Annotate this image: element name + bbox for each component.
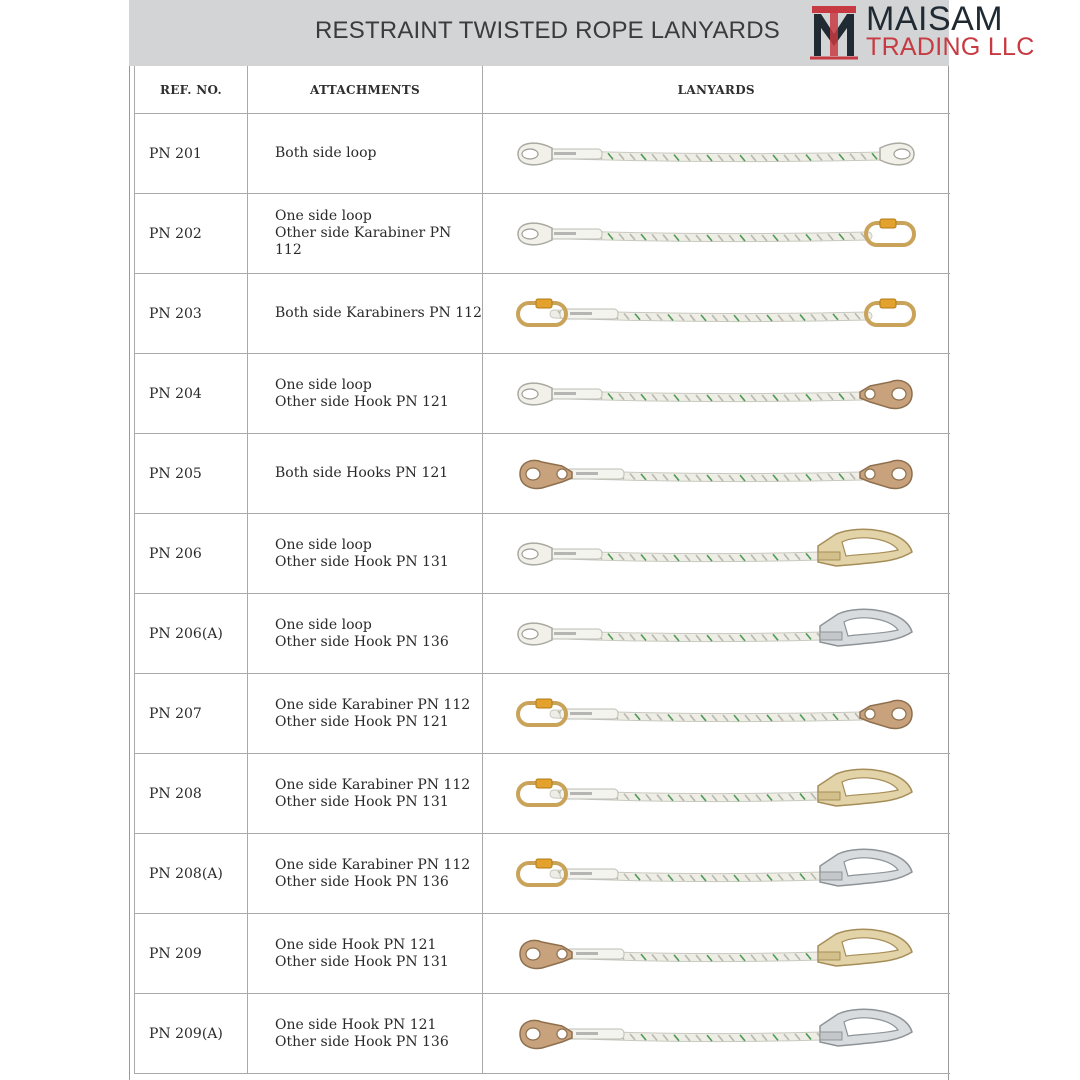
attachment-line-2: Other side Hook PN 136 — [275, 873, 449, 890]
lanyard-image-cell — [483, 834, 950, 914]
attachments-cell — [248, 674, 483, 754]
attachment-line-1: One side loop — [275, 616, 372, 633]
lanyard-illustration — [506, 202, 926, 266]
table-row — [135, 594, 950, 674]
lanyard-image-cell — [483, 594, 950, 674]
rope-loop-icon — [518, 223, 552, 245]
lanyard-illustration — [506, 762, 926, 826]
rope-loop-icon — [518, 383, 552, 405]
table-row — [135, 274, 950, 354]
snap-hook-121-icon — [520, 940, 572, 968]
karabiner-icon — [866, 299, 914, 325]
table-row — [135, 994, 950, 1074]
ref-number: PN 208(A) — [135, 834, 248, 914]
lanyard-image-cell — [483, 274, 950, 354]
lanyard-image-cell — [483, 194, 950, 274]
attachments-cell — [248, 834, 483, 914]
snap-hook-121-icon — [520, 460, 572, 488]
table-row — [135, 194, 950, 274]
attachments-cell — [248, 514, 483, 594]
ref-number: PN 208 — [135, 754, 248, 834]
attachments-cell — [248, 914, 483, 994]
attachment-line-1: One side loop — [275, 208, 372, 224]
lanyard-illustration — [506, 842, 926, 906]
snap-hook-121-icon — [860, 380, 912, 408]
attachments-cell — [248, 754, 483, 834]
attachment-line-2: Other side Hook PN 121 — [275, 713, 449, 730]
logo-name: MAISAM — [866, 0, 1004, 38]
attachments-cell — [248, 114, 483, 194]
lanyard-image-cell — [483, 754, 950, 834]
attachments-cell — [248, 354, 483, 434]
rope-loop-icon — [518, 143, 552, 165]
attachment-line-1: One side Karabiner PN 112 — [275, 776, 471, 793]
scaffold-hook-136-icon — [820, 849, 912, 886]
ref-number: PN 209 — [135, 914, 248, 994]
attachment-line-1: One side loop — [275, 536, 372, 553]
lanyard-image-cell — [483, 994, 950, 1074]
table-row — [135, 434, 950, 514]
karabiner-icon — [866, 219, 914, 245]
logo-subtitle: TRADING LLC — [866, 33, 1035, 61]
attachment-line-1: One side Hook PN 121 — [275, 936, 437, 953]
lanyard-illustration — [506, 682, 926, 746]
scaffold-hook-136-icon — [820, 1009, 912, 1046]
snap-hook-121-icon — [520, 1020, 572, 1048]
ref-number: PN 202 — [135, 194, 248, 274]
attachment-line-1: Both side loop — [275, 145, 377, 161]
column-header-attachments: ATTACHMENTS — [248, 66, 483, 114]
attachments-cell — [248, 274, 483, 354]
attachments-cell — [248, 594, 483, 674]
attachments-cell — [248, 994, 483, 1074]
lanyard-illustration — [506, 122, 926, 186]
lanyard-image-cell — [483, 674, 950, 754]
rope-loop-icon — [518, 623, 552, 645]
ref-number: PN 203 — [135, 274, 248, 354]
ref-number: PN 209(A) — [135, 994, 248, 1074]
attachment-line-1: One side Karabiner PN 112 — [275, 856, 471, 873]
lanyard-illustration — [506, 282, 926, 346]
ref-number: PN 201 — [135, 114, 248, 194]
lanyard-illustration — [506, 922, 926, 986]
lanyards-table — [134, 66, 950, 1074]
attachment-line-1: One side Karabiner PN 112 — [275, 696, 471, 713]
table-row — [135, 914, 950, 994]
attachment-line-2: Other side Karabiner PN 112 — [275, 225, 452, 258]
lanyard-image-cell — [483, 514, 950, 594]
column-header-ref: REF. NO. — [135, 66, 248, 114]
attachment-line-1: Both side Hooks PN 121 — [275, 465, 449, 481]
rope-loop-icon — [518, 543, 552, 565]
table-row — [135, 674, 950, 754]
snap-hook-121-icon — [860, 460, 912, 488]
scaffold-hook-131-icon — [818, 769, 912, 806]
lanyard-illustration — [506, 602, 926, 666]
lanyard-illustration — [506, 362, 926, 426]
column-header-lanyards: LANYARDS — [483, 66, 950, 114]
attachment-line-2: Other side Hook PN 136 — [275, 633, 449, 650]
company-logo — [808, 2, 1048, 62]
table-row — [135, 754, 950, 834]
lanyard-illustration — [506, 522, 926, 586]
attachment-line-2: Other side Hook PN 136 — [275, 1033, 449, 1050]
logo-emblem-icon — [808, 2, 860, 60]
lanyard-illustration — [506, 1002, 926, 1066]
attachments-cell — [248, 194, 483, 274]
scaffold-hook-131-icon — [818, 529, 912, 566]
page-title: RESTRAINT TWISTED ROPE LANYARDS — [315, 17, 780, 44]
lanyard-image-cell — [483, 354, 950, 434]
scaffold-hook-131-icon — [818, 929, 912, 966]
lanyard-image-cell — [483, 914, 950, 994]
attachment-line-1: One side Hook PN 121 — [275, 1016, 437, 1033]
lanyard-illustration — [506, 442, 926, 506]
table-row — [135, 514, 950, 594]
snap-hook-121-icon — [860, 700, 912, 728]
table-row — [135, 834, 950, 914]
table-row — [135, 354, 950, 434]
table-row — [135, 114, 950, 194]
ref-number: PN 204 — [135, 354, 248, 434]
attachment-line-2: Other side Hook PN 121 — [275, 393, 449, 410]
lanyard-image-cell — [483, 114, 950, 194]
table-header-row — [135, 66, 950, 114]
attachment-line-1: Both side Karabiners PN 112 — [275, 305, 482, 321]
ref-number: PN 206 — [135, 514, 248, 594]
lanyard-image-cell — [483, 434, 950, 514]
attachment-line-2: Other side Hook PN 131 — [275, 953, 449, 970]
ref-number: PN 206(A) — [135, 594, 248, 674]
attachment-line-2: Other side Hook PN 131 — [275, 793, 449, 810]
scaffold-hook-136-icon — [820, 609, 912, 646]
attachment-line-1: One side loop — [275, 376, 372, 393]
attachment-line-2: Other side Hook PN 131 — [275, 553, 449, 570]
ref-number: PN 205 — [135, 434, 248, 514]
rope-loop-icon — [880, 143, 914, 165]
attachments-cell — [248, 434, 483, 514]
ref-number: PN 207 — [135, 674, 248, 754]
